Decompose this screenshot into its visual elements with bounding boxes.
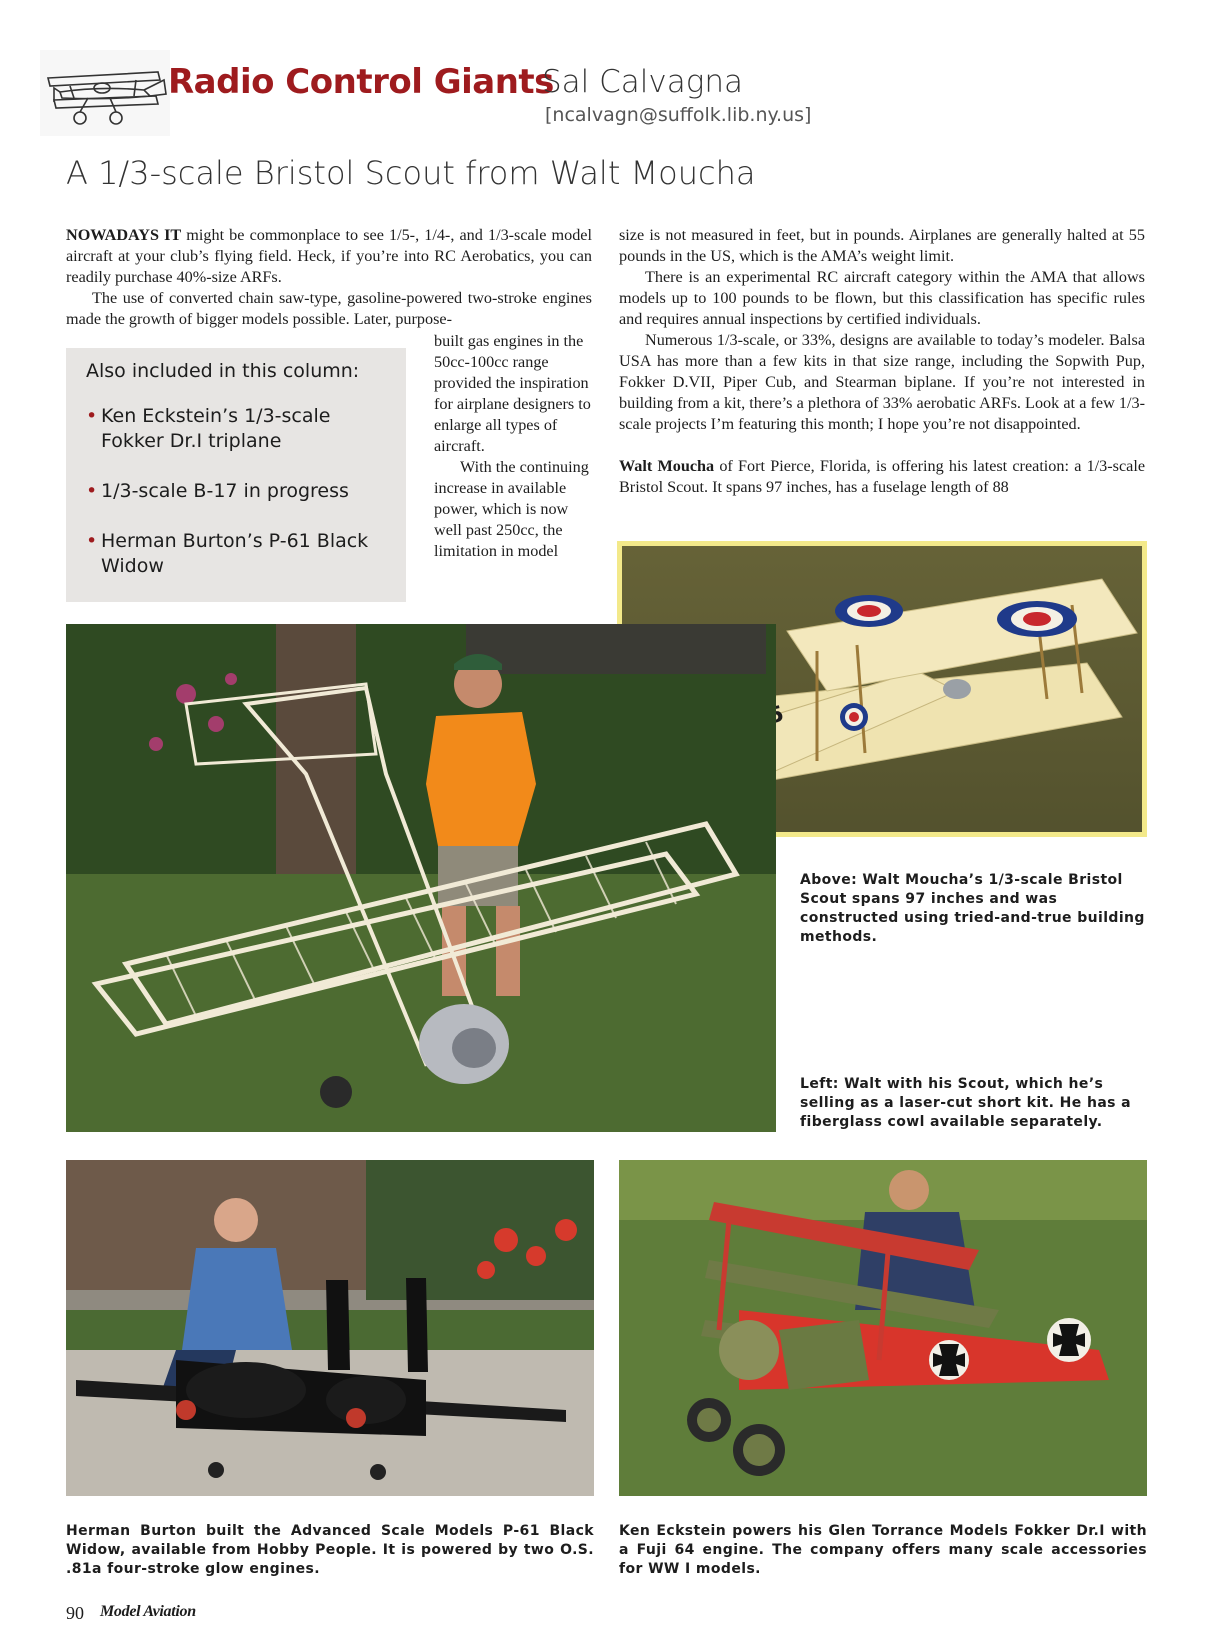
- paragraph-4: There is an experimental RC aircraft category within the AMA that allows models up to 100 pounds to be flown, but this classification has specific rules and requires annual inspections by certified individuals.: [619, 268, 1145, 328]
- lead-in-nowadays: NOWADAYS IT: [66, 226, 182, 244]
- paragraph-3: With the continuing increase in available power, which is now well past 250cc, the limitation in model: [434, 458, 589, 560]
- paragraph-1-text: might be commonplace to see 1/5-, 1/4-, and 1/3-scale model aircraft at your club’s flying field. Heck, if you’re into RC Aerobatics, you can readily purchase 40%-size ARFs.: [66, 226, 592, 286]
- sidebar-item-text: Herman Burton’s P-61 Black Widow: [101, 530, 369, 577]
- roundel-icon: [835, 595, 903, 627]
- caption-above: Above: Walt Moucha’s 1/3-scale Bristol Scout spans 97 inches and was constructed using tried-and-true building methods.: [800, 872, 1145, 945]
- article-headline: A 1/3-scale Bristol Scout from Walt Moucha: [66, 154, 756, 192]
- lead-in-walt-moucha: Walt Moucha: [619, 457, 715, 475]
- body-column-2: [619, 225, 1145, 498]
- photo-fokker-dr1: [619, 1160, 1147, 1496]
- paragraph-1: [66, 225, 592, 288]
- sidebar-title: Also included in this column:: [86, 360, 360, 382]
- paragraph-3-continued: size is not measured in feet, but in pounds. Airplanes are generally halted at 55 pounds in the US, which is the AMA’s weight limit.: [619, 226, 1145, 265]
- sidebar-box: [66, 348, 406, 602]
- paragraph-2-continued: built gas engines in the 50cc-100cc range provided the inspiration for airplane designers to enlarge all types of aircraft.: [434, 332, 591, 455]
- paragraph-6-text: of Fort Pierce, Florida, is offering his latest creation: a 1/3-scale Bristol Scout. It spans 97 inches, has a fuselage length of 88: [619, 457, 1145, 496]
- sidebar-item: [86, 529, 396, 579]
- photo-p61-black-widow: [66, 1160, 594, 1496]
- body-column-1: [66, 225, 592, 330]
- paragraph-5: Numerous 1/3-scale, or 33%, designs are available to today’s modeler. Balsa USA has more than a few kits in that size range, including the Sopwith Pup, Fokker D.VII, Piper Cub, and Stearman biplane. If you’re not interested in building from a kit, there’s a plethora of 33% aerobatic ARFs. Look at a few 1/3-scale projects I’m featuring this month; I hope you’re not disappointed.: [619, 331, 1145, 433]
- bullet-icon: •: [86, 530, 98, 552]
- page-number: 90: [66, 1603, 84, 1623]
- column-logo-biplane-drawing: [40, 50, 170, 136]
- body-column-1-narrow: [434, 331, 592, 562]
- author-email[interactable]: [ncalvagn@suffolk.lib.ny.us]: [545, 104, 812, 126]
- caption-ken-eckstein: Ken Eckstein powers his Glen Torrance Models Fokker Dr.I with a Fuji 64 engine. The company offers many scale accessories for WW I models.: [619, 1523, 1147, 1577]
- sidebar-item: [86, 479, 396, 504]
- column-name: Radio Control Giants: [168, 62, 554, 102]
- caption-herman-burton: Herman Burton built the Advanced Scale Models P-61 Black Widow, available from Hobby People. It is powered by two O.S. .81a four-stroke glow engines.: [66, 1523, 594, 1577]
- caption-left: Left: Walt with his Scout, which he’s selling as a laser-cut short kit. He has a fiberglass cowl available separately.: [800, 1076, 1132, 1130]
- iron-cross-icon: [929, 1340, 969, 1380]
- sidebar-item: [86, 404, 396, 454]
- bullet-icon: •: [86, 480, 98, 502]
- magazine-name: Model Aviation: [100, 1603, 196, 1620]
- sidebar-item-text: Ken Eckstein’s 1/3-scale Fokker Dr.I triplane: [101, 405, 331, 452]
- author-name: Sal Calvagna: [542, 64, 743, 100]
- sidebar-list: [86, 404, 396, 604]
- sidebar-item-text: 1/3-scale B-17 in progress: [101, 480, 349, 502]
- bullet-icon: •: [86, 405, 98, 427]
- photo-walt-with-scout-frame: [66, 624, 776, 1132]
- paragraph-6: [619, 456, 1145, 498]
- paragraph-2: The use of converted chain saw-type, gasoline-powered two-stroke engines made the growth of bigger models possible. Later, purpose-: [66, 289, 592, 328]
